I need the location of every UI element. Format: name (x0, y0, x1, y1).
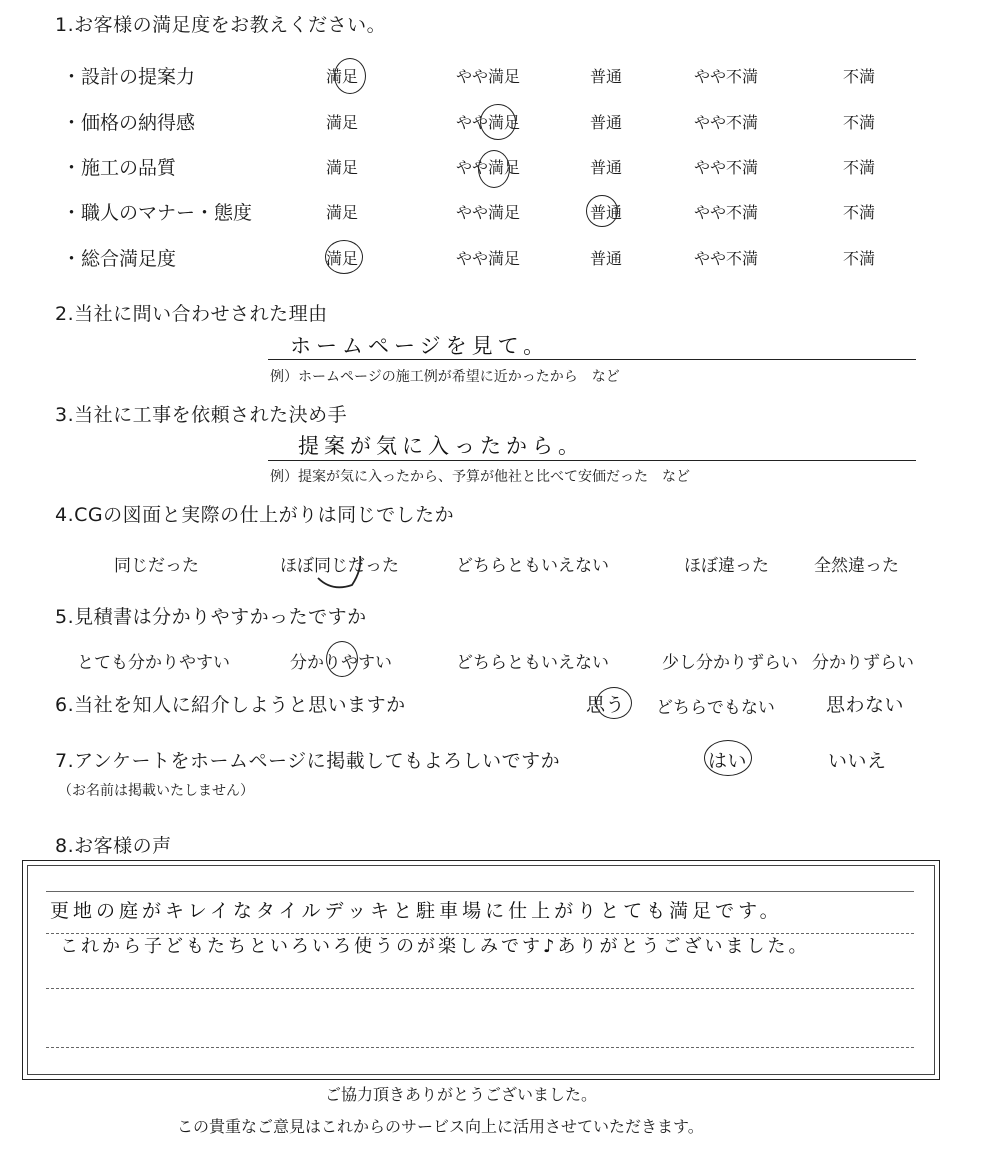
q1-option[interactable]: 不満 (843, 113, 876, 132)
q5-title: 5.見積書は分かりやすかったですか (55, 606, 367, 628)
q6-option[interactable]: 思う (586, 694, 626, 716)
q1-row-label: ・施工の品質 (62, 157, 177, 179)
q1-row-label: ・総合満足度 (62, 248, 177, 270)
q3-title: 3.当社に工事を依頼された決め手 (55, 404, 348, 426)
q7-option[interactable]: いいえ (828, 750, 887, 772)
q1-row-label: ・設計の提案力 (62, 66, 196, 88)
q4-option[interactable]: ほぼ違った (684, 556, 769, 576)
q4-option[interactable]: 全然違った (814, 556, 899, 576)
footer-message: この貴重なご意見はこれからのサービス向上に活用させていただきます。 (177, 1117, 704, 1136)
q1-option[interactable]: 普通 (590, 158, 623, 177)
q7-option[interactable]: はい (708, 750, 748, 772)
q1-option[interactable]: 満足 (326, 67, 359, 86)
q1-option[interactable]: 満足 (326, 249, 359, 268)
q6-option[interactable]: 思わない (826, 694, 905, 716)
footer-thanks: ご協力頂きありがとうございました。 (325, 1085, 598, 1104)
q1-option[interactable]: やや不満 (694, 113, 759, 132)
q1-option[interactable]: 満足 (326, 158, 359, 177)
q1-option[interactable]: 不満 (843, 67, 876, 86)
q1-row-label: ・職人のマナー・態度 (62, 202, 253, 224)
q1-option[interactable]: 普通 (590, 249, 623, 268)
q1-option[interactable]: 普通 (590, 67, 623, 86)
q5-option[interactable]: とても分かりやすい (77, 653, 230, 673)
q7-title: 7.アンケートをホームページに掲載してもよろしいですか (55, 750, 561, 772)
q2-title: 2.当社に問い合わせされた理由 (55, 303, 328, 325)
q7-note: （お名前は掲載いたしません） (58, 783, 254, 799)
q1-option[interactable]: 満足 (326, 203, 359, 222)
q4-title: 4.CGの図面と実際の仕上がりは同じでしたか (55, 504, 455, 526)
q4-option[interactable]: 同じだった (114, 556, 199, 576)
q1-option[interactable]: 不満 (843, 249, 876, 268)
q4-option[interactable]: ほぼ同じだった (280, 556, 399, 576)
q5-option[interactable]: 分かりずらい (812, 653, 914, 673)
q1-row-label: ・価格の納得感 (62, 112, 196, 134)
q5-option[interactable]: どちらともいえない (456, 653, 609, 673)
q2-example: 例）ホームページの施工例が希望に近かったから など (270, 369, 620, 385)
q1-title: 1.お客様の満足度をお教えください。 (55, 14, 387, 36)
q1-option[interactable]: やや不満 (694, 67, 759, 86)
q1-option[interactable]: 普通 (590, 113, 623, 132)
q1-option[interactable]: やや不満 (694, 158, 759, 177)
q1-option[interactable]: やや満足 (456, 158, 521, 177)
q4-option[interactable]: どちらともいえない (456, 556, 609, 576)
q3-example: 例）提案が気に入ったから、予算が他社と比べて安価だった など (270, 469, 690, 485)
q8-title: 8.お客様の声 (55, 835, 172, 857)
q1-option[interactable]: 不満 (843, 158, 876, 177)
q1-option[interactable]: やや不満 (694, 203, 759, 222)
q1-option[interactable]: 満足 (326, 113, 359, 132)
q8-comment-line: 更地の庭がキレイなタイルデッキと駐車場に仕上がりとても満足です。 (50, 900, 783, 922)
q1-option[interactable]: やや満足 (456, 113, 521, 132)
q1-option[interactable]: 不満 (843, 203, 876, 222)
q1-option[interactable]: やや満足 (456, 203, 521, 222)
q1-option[interactable]: やや不満 (694, 249, 759, 268)
q1-option[interactable]: やや満足 (456, 249, 521, 268)
q1-option[interactable]: 普通 (590, 203, 623, 222)
q6-option[interactable]: どちらでもない (656, 698, 775, 718)
q3-handwritten-answer[interactable]: 提案が気に入ったから。 (298, 434, 584, 458)
q8-comment-line: これから子どもたちといろいろ使うのが楽しみです♪ありがとうございました。 (60, 936, 810, 957)
q6-title: 6.当社を知人に紹介しようと思いますか (55, 694, 406, 716)
q5-option[interactable]: 分かりやすい (290, 653, 392, 673)
q1-option[interactable]: やや満足 (456, 67, 521, 86)
q2-handwritten-answer[interactable]: ホームページを見て。 (290, 334, 550, 358)
q5-option[interactable]: 少し分かりずらい (662, 653, 798, 673)
